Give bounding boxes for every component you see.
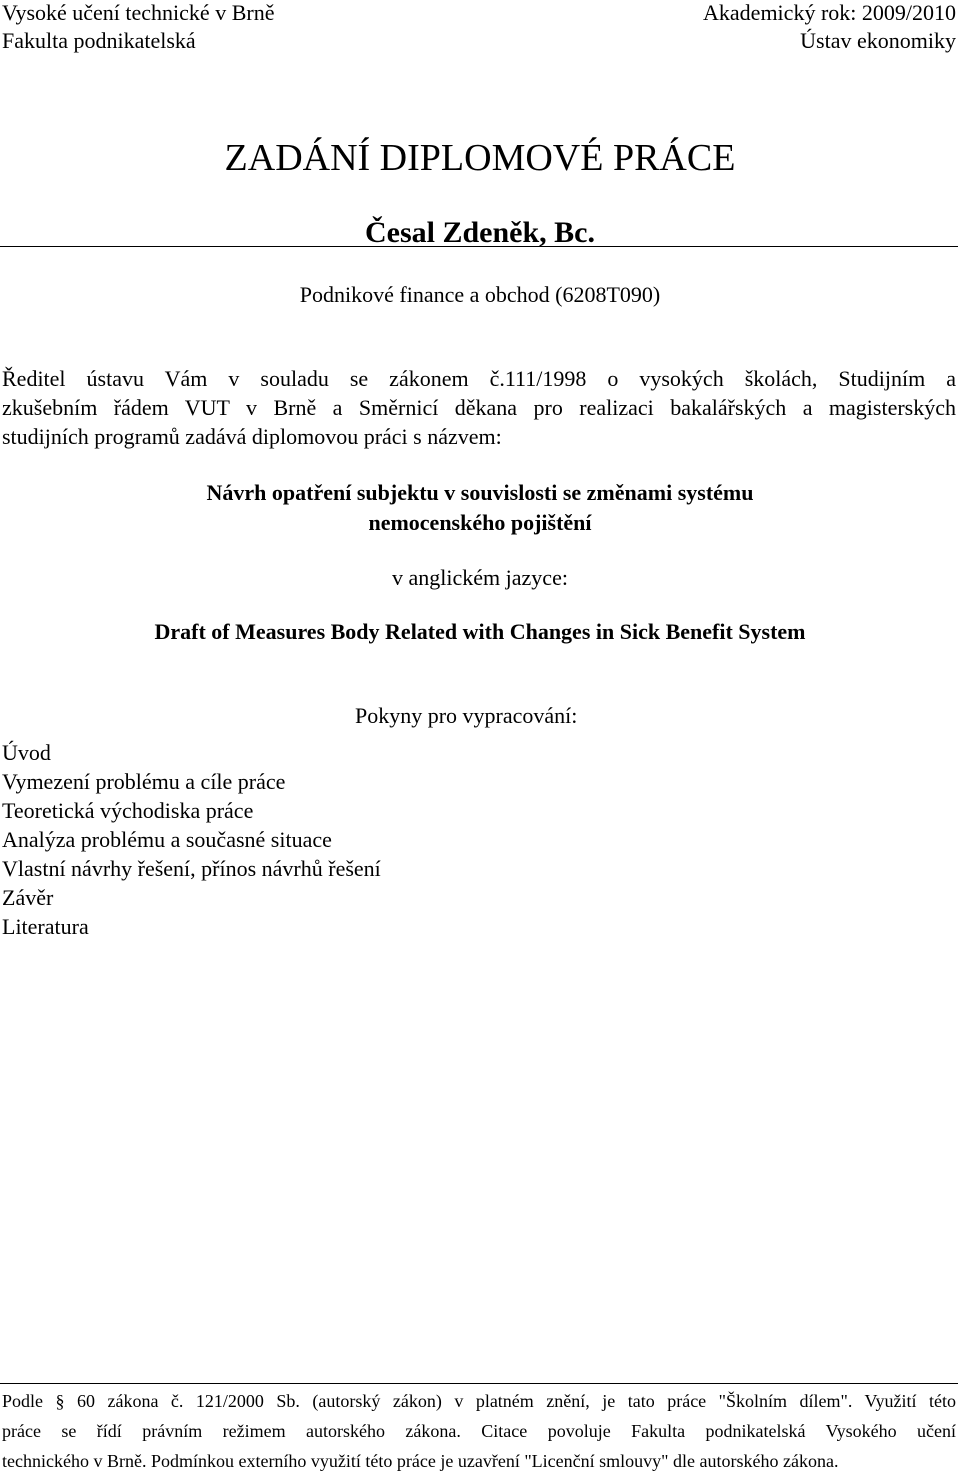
- instructions-list: [2, 738, 381, 941]
- instruction-item: Závěr: [2, 885, 54, 910]
- intro-line: studijních programů zadává diplomovou práci s názvem:: [2, 424, 502, 449]
- intro-line: Ředitel ústavu Vám v souladu se zákonem č.111/1998 o vysokých školách, Studijním a: [2, 366, 956, 391]
- intro-line: zkušebním řádem VUT v Brně a Směrnicí děkana pro realizaci bakalářských a magisterských: [2, 395, 956, 420]
- footer-line: Podle § 60 zákona č. 121/2000 Sb. (autorský zákon) v platném znění, je tato práce "Školním dílem". Využití této: [2, 1391, 956, 1411]
- thesis-title-line: nemocenského pojištění: [368, 510, 592, 535]
- study-program: Podnikové finance a obchod (6208T090): [299, 282, 661, 307]
- thesis-title: [0, 478, 960, 538]
- footer-line: práce se řídí právním režimem autorského zákona. Citace povoluje Fakulta podnikatelská Vysokého učení: [2, 1421, 956, 1441]
- instruction-item: Teoretická východiska práce: [2, 798, 254, 823]
- instructions-heading: Pokyny pro vypracování:: [355, 703, 578, 728]
- intro-paragraph: [2, 364, 956, 451]
- title-divider: [0, 246, 958, 247]
- document-title: ZADÁNÍ DIPLOMOVÉ PRÁCE: [224, 137, 736, 179]
- instruction-item: Vlastní návrhy řešení, přínos návrhů řešení: [2, 856, 381, 881]
- instruction-item: Analýza problému a současné situace: [2, 827, 332, 852]
- institute-name: Ústav ekonomiky: [800, 28, 956, 53]
- english-label: v anglickém jazyce:: [392, 565, 568, 590]
- thesis-title-english: Draft of Measures Body Related with Changes in Sick Benefit System: [154, 619, 806, 644]
- instruction-item: Vymezení problému a cíle práce: [2, 769, 286, 794]
- faculty-name: Fakulta podnikatelská: [2, 28, 196, 53]
- university-name: Vysoké učení technické v Brně: [2, 0, 275, 25]
- copyright-notice: [2, 1386, 956, 1476]
- footer-line: technického v Brně. Podmínkou externího využití této práce je uzavření "Licenční smlouvy" dle autorského zákona.: [2, 1451, 839, 1471]
- student-name: Česal Zdeněk, Bc.: [364, 216, 595, 249]
- instruction-item: Úvod: [2, 740, 51, 765]
- thesis-title-line: Návrh opatření subjektu v souvislosti se změnami systému: [206, 480, 754, 505]
- instruction-item: Literatura: [2, 914, 89, 939]
- academic-year: Akademický rok: 2009/2010: [703, 0, 956, 25]
- footer-divider: [0, 1383, 958, 1384]
